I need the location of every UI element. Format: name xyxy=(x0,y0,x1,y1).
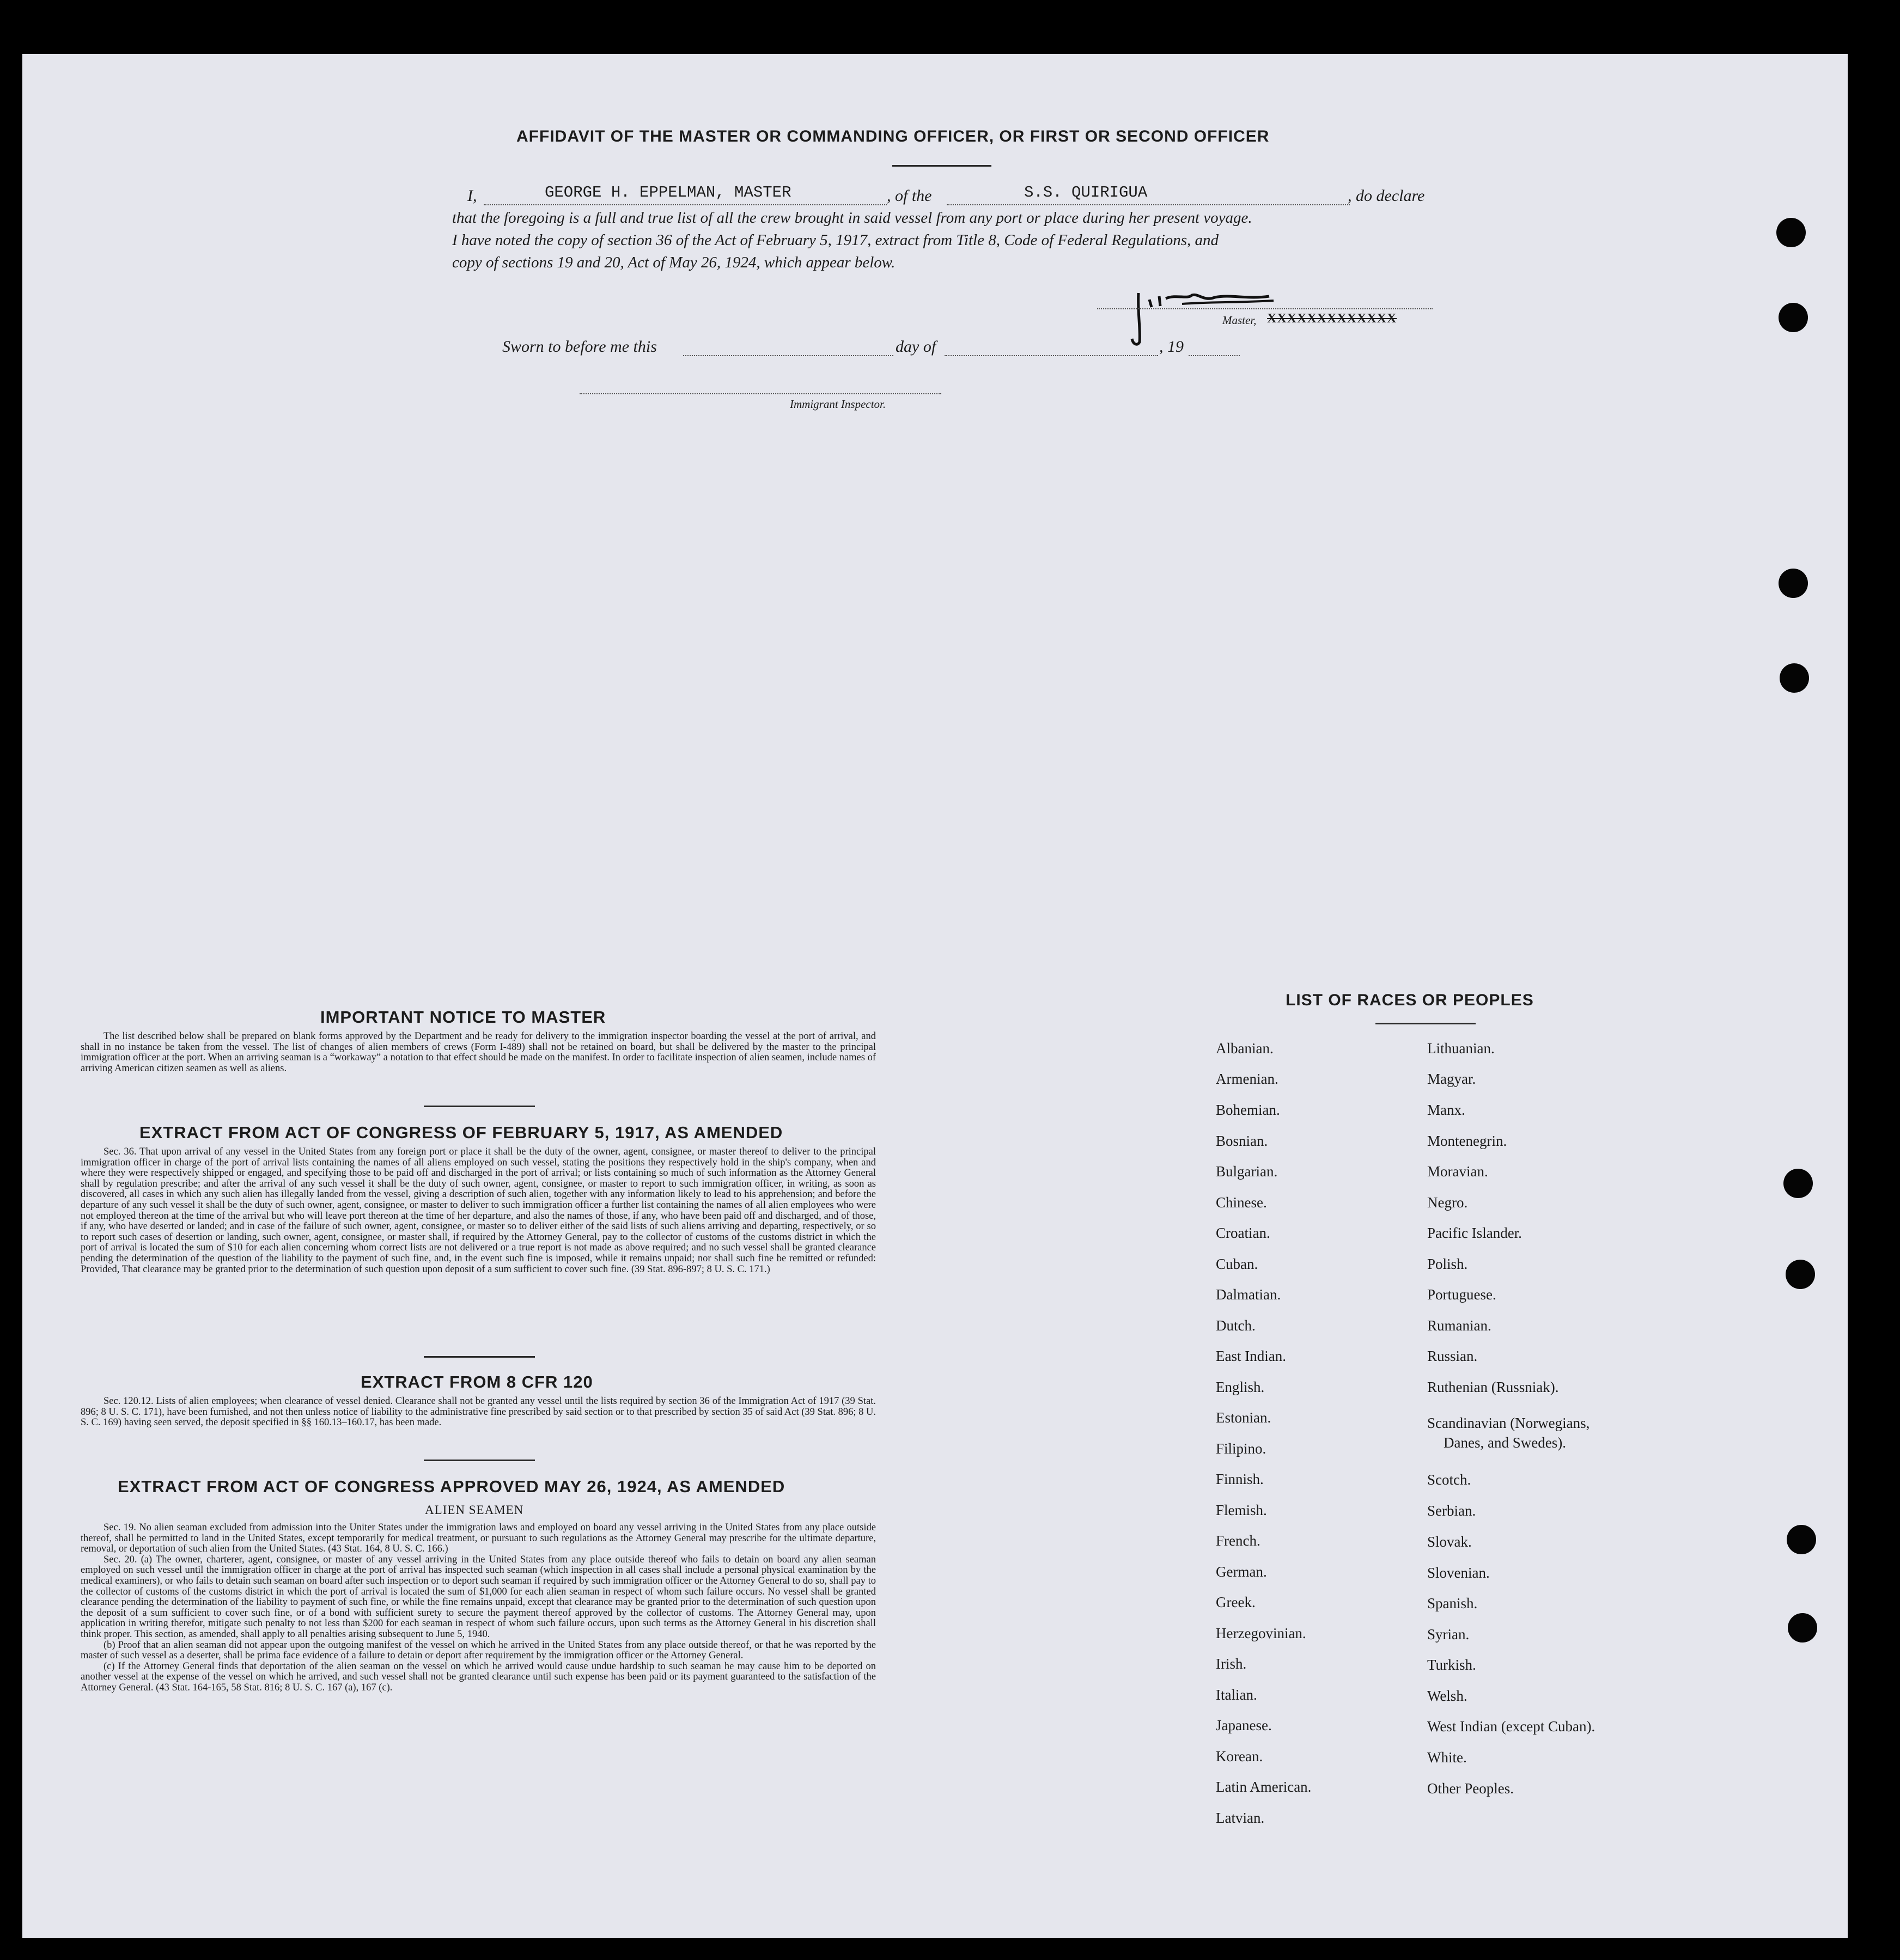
cfr-body: Sec. 120.12. Lists of alien employees; when clearance of vessel denied. Clearance shall not be granted any vessel until the lists required by section 36 of the Immigration Act of 1917 (39 Stat. 896; 8 U. S. C. 171), have been furnished, and not then unless notice of liability to the administrative fine prescribed by said section or to that prescribed by section 35 of said Act (39 Stat. 896; 8 U. S. C. 169) having seen served, the deposit specified in §§ 160.13–160.17, has been made. xyxy=(81,1396,876,1428)
race-item: Bohemian. xyxy=(1216,1102,1280,1118)
race-item: English. xyxy=(1216,1379,1265,1395)
sec-20c-paragraph: (c) If the Attorney General finds that deportation of the alien seaman on the vessel on which he arrived would cause undue hardship to such seaman he may cause him to be deported on another vessel at the expense of the vessel on which he arrived, and such vessel shall not be granted clearance until such expense has been paid or its payment guaranteed to the satisfaction of the Attorney General. (43 Stat. 164-165, 58 Stat. 816; 8 U. S. C. 167 (a), 167 (c). xyxy=(81,1660,876,1693)
affidavit-line-4: copy of sections 19 and 20, Act of May 26, 1924, which appear below. xyxy=(452,254,896,271)
sec-19-paragraph: Sec. 19. No alien seaman excluded from admission into the Uniter States under the immigration laws and employed on board any vessel arriving in the United States from any place outside thereof, shall be permitted to land in the United States, except temporarily for medical treatment, or pursuant to such regulations as the Attorney General may prescribe for the ultimate departure, removal, or deportation of such alien from the United States. (43 Stat. 164, 8 U. S. C. 166.) xyxy=(81,1522,876,1555)
race-item: Manx. xyxy=(1427,1102,1465,1118)
race-item: Bulgarian. xyxy=(1216,1163,1278,1180)
race-item: Dalmatian. xyxy=(1216,1286,1281,1303)
race-item: Scotch. xyxy=(1427,1471,1471,1488)
cfr-rule xyxy=(424,1460,535,1461)
race-item: Moravian. xyxy=(1427,1163,1488,1180)
signature-caption: Master, xyxy=(1222,314,1257,327)
race-item: Turkish. xyxy=(1427,1657,1476,1673)
sworn-year-field[interactable] xyxy=(1189,339,1240,356)
race-item: Greek. xyxy=(1216,1594,1256,1610)
alien-seamen-subtitle: ALIEN SEAMEN xyxy=(425,1503,524,1517)
races-rule xyxy=(1375,1023,1476,1024)
punch-hole xyxy=(1776,218,1806,247)
race-item: Estonian. xyxy=(1216,1409,1271,1426)
punch-hole xyxy=(1786,1260,1815,1289)
race-item: French. xyxy=(1216,1532,1260,1549)
race-item: Latvian. xyxy=(1216,1810,1265,1826)
signature-field[interactable] xyxy=(1097,293,1433,309)
race-item: East Indian. xyxy=(1216,1348,1286,1364)
race-item: Japanese. xyxy=(1216,1717,1272,1733)
sworn-label: Sworn to before me this xyxy=(502,338,657,356)
punch-hole xyxy=(1779,303,1808,332)
notice-title: IMPORTANT NOTICE TO MASTER xyxy=(320,1008,606,1027)
notice-body: The list described below shall be prepared on blank forms approved by the Department and be ready for delivery to the immigration inspector boarding the vessel at the port of arrival, and shall in no instance be taken from the vessel. The list of changes of alien members of crews (Form I-489) shall not be retained on board, but shall be delivered by the master to the principal immigration officer at the port. When an arriving seaman is a “workaway” a notation to that effect should be made on the manifest. In order to facilitate inspection of alien seamen, include names of arriving American citizen seamen as well as aliens. xyxy=(81,1031,876,1074)
race-item: Other Peoples. xyxy=(1427,1780,1514,1797)
race-item: Negro. xyxy=(1427,1194,1468,1211)
notice-rule xyxy=(424,1106,535,1107)
race-item: Latin American. xyxy=(1216,1779,1312,1795)
race-item: Filipino. xyxy=(1216,1440,1266,1457)
race-item: Polish. xyxy=(1427,1256,1468,1272)
race-item: Armenian. xyxy=(1216,1071,1278,1087)
affidavit-line-3: I have noted the copy of section 36 of the Act of February 5, 1917, extract from Title 8, Code of Federal Regulations, and xyxy=(452,231,1219,249)
sec-20a-paragraph: Sec. 20. (a) The owner, charterer, agent, consignee, or master of any vessel arriving in the United States from any place outside thereof who fails to detain on board any alien seaman employed on such vessel until the immigration officer in charge at the port of arrival has inspected such seaman (which inspection in all cases shall include a personal physical examination by the medical examiners), or who fails to detain such seaman on board after such inspection or to deport such seaman if required by such immigration officer or the Attorney General to do so, shall pay to the collector of customs of the customs district in which the port of arrival is located the sum of $1,000 for each alien seaman in respect of whom such failure occurs. No vessel shall be granted clearance pending the determination of the liability to payment of such fine, or while the fine remains unpaid, except that clearance may be granted prior to the determination of such question upon the deposit of a sum sufficient to cover such fine, or of a bond with sufficient surety to secure the payment thereof approved by the collector of customs. The Attorney General may, upon application in writing therefor, mitigate such penalty to not less than $200 for each seaman in respect of whom such failure occurs, upon such terms as the Attorney General in his discretion shall think proper. This section, as amended, shall apply to all penalties arising subsequent to June 5, 1940. xyxy=(81,1554,876,1640)
title-rule xyxy=(892,165,991,167)
race-item: Korean. xyxy=(1216,1748,1263,1764)
cfr-title: EXTRACT FROM 8 CFR 120 xyxy=(361,1372,593,1391)
race-item: West Indian (except Cuban). xyxy=(1427,1718,1595,1735)
race-item: Magyar. xyxy=(1427,1071,1476,1087)
race-item: White. xyxy=(1427,1749,1467,1766)
races-title: LIST OF RACES OR PEOPLES xyxy=(1286,991,1534,1009)
race-item: Irish. xyxy=(1216,1656,1247,1672)
extract-1924-body xyxy=(81,1523,876,1694)
extract-1917-rule xyxy=(424,1356,535,1358)
race-item: Croatian. xyxy=(1216,1225,1270,1241)
race-item: Cuban. xyxy=(1216,1256,1258,1272)
punch-hole xyxy=(1783,1169,1813,1198)
race-item: Dutch. xyxy=(1216,1317,1256,1334)
sworn-day-field[interactable] xyxy=(683,339,893,356)
punch-hole xyxy=(1787,1525,1816,1554)
sec-20b-paragraph: (b) Proof that an alien seaman did not appear upon the outgoing manifest of the vessel on which he arrived in the United States from any place outside thereof, or that he was reported by the master of such vessel as a deserter, shall be prima face evidence of a failure to detain or deport after requirement by the immigration officer or the Attorney General. xyxy=(81,1639,876,1662)
vessel-name: S.S. QUIRIGUA xyxy=(1024,184,1148,202)
race-item: Portuguese. xyxy=(1427,1286,1496,1303)
extract-1917-body: Sec. 36. That upon arrival of any vessel in the United States from any foreign port or place it shall be the duty of the owner, agent, consignee, or master thereof to deliver to the principal immigration officer in charge of the port of arrival lists containing the names of all aliens employed on such vessel, stating the positions they respectively hold in the ship's company, when and where they were respectively shipped or engaged, and specifying those to be paid off and discharged in the port of arrival; or lists containing so much of such information as the Attorney General shall by regulation prescribe; and after the arrival of any such vessel it shall be the duty of such owner, agent, consignee, or master to report to such immigration officer, in writing, as soon as discovered, all cases in which any such alien has illegally landed from the vessel, giving a description of such alien, together with any information likely to lead to his apprehension; and before the departure of any such vessel it shall be the duty of such owner, agent, consignee, or master to deliver to such immigration officer a further list containing the names of all alien employees who were not employed thereon at the time of the arrival but who will leave port thereon at the time of her departure, and also the names of those, if any, who have been paid off and discharged, and of those, if any, who have deserted or landed; and in case of the failure of such owner, agent, consignee, or master so to deliver either of the said lists of such aliens arriving and departing, respectively, or so to report such cases of desertion or landing, such owner, agent, consignee, or master shall, if required by the Attorney General, pay to the collector of customs of the customs district in which the port of arrival is located the sum of $10 for each alien concerning whom correct lists are not delivered or a true report is not made as above required; and no such vessel shall be granted clearance pending the determination of the question of the liability to the payment of such fine, and, in the event such fine is imposed, while it remains unpaid; nor shall such fine be remitted or refunded: Provided, That clearance may be granted prior to the determination of such question upon deposit of a sum sufficient to cover such fine. (39 Stat. 896-897; 8 U. S. C. 171.) xyxy=(81,1146,876,1275)
vessel-field[interactable] xyxy=(947,188,1350,205)
year-label: , 19 xyxy=(1159,338,1184,356)
affidavit-line-2: that the foregoing is a full and true list of all the crew brought in said vessel from any port or place during her present voyage. xyxy=(452,209,1252,227)
race-item: Montenegrin. xyxy=(1427,1133,1507,1149)
inspector-signature-field[interactable] xyxy=(580,381,941,394)
race-item: Rumanian. xyxy=(1427,1317,1491,1334)
race-item: Spanish. xyxy=(1427,1595,1478,1611)
race-item: Albanian. xyxy=(1216,1040,1274,1057)
race-item: Finnish. xyxy=(1216,1471,1264,1487)
of-the-label: , of the xyxy=(887,187,932,205)
race-item: Lithuanian. xyxy=(1427,1040,1495,1057)
race-item: Slovak. xyxy=(1427,1534,1472,1550)
race-item: Slovenian. xyxy=(1427,1565,1490,1581)
master-name: GEORGE H. EPPELMAN, MASTER xyxy=(545,184,791,202)
declare-label: , do declare xyxy=(1348,187,1425,205)
punch-hole xyxy=(1788,1613,1817,1643)
punch-hole xyxy=(1780,663,1809,693)
race-item: Russian. xyxy=(1427,1348,1478,1364)
race-item: Flemish. xyxy=(1216,1502,1267,1518)
race-item: Herzegovinian. xyxy=(1216,1625,1306,1641)
affidavit-title: AFFIDAVIT OF THE MASTER OR COMMANDING OFFICER, OR FIRST OR SECOND OFFICER xyxy=(516,127,1270,145)
race-item: Bosnian. xyxy=(1216,1133,1268,1149)
inspector-caption: Immigrant Inspector. xyxy=(790,398,886,411)
race-item: Scandinavian (Norwegians, xyxy=(1427,1415,1590,1431)
race-item: Syrian. xyxy=(1427,1626,1470,1643)
race-item: Italian. xyxy=(1216,1687,1257,1703)
race-item: Serbian. xyxy=(1427,1503,1476,1519)
day-of-label: day of xyxy=(896,338,936,356)
extract-1917-title: EXTRACT FROM ACT OF CONGRESS OF FEBRUARY 5, 1917, AS AMENDED xyxy=(139,1123,783,1142)
race-item: Ruthenian (Russniak). xyxy=(1427,1379,1559,1395)
race-item: Danes, and Swedes). xyxy=(1444,1434,1566,1451)
sworn-month-field[interactable] xyxy=(945,339,1158,356)
pronoun-label: I, xyxy=(467,187,477,205)
race-item: Welsh. xyxy=(1427,1688,1467,1704)
race-item: German. xyxy=(1216,1564,1267,1580)
extract-1924-title: EXTRACT FROM ACT OF CONGRESS APPROVED MAY 26, 1924, AS AMENDED xyxy=(118,1477,785,1496)
race-item: Chinese. xyxy=(1216,1194,1267,1211)
punch-hole xyxy=(1779,569,1808,598)
race-item: Pacific Islander. xyxy=(1427,1225,1522,1241)
struck-title: XXXXXXXXXXXXX xyxy=(1267,312,1397,326)
